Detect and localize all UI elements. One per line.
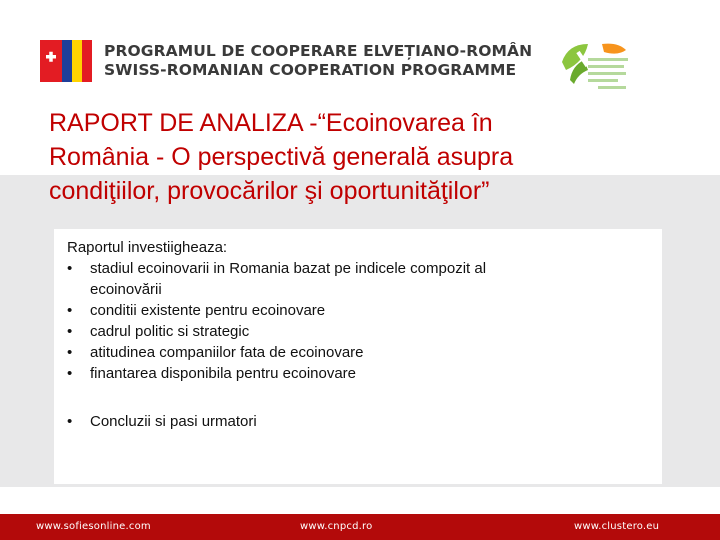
list-item <box>67 342 486 363</box>
list-item-text: finantarea disponibila pentru ecoinovare <box>90 365 357 382</box>
header <box>0 0 720 110</box>
program-title-ro: PROGRAMUL DE COOPERARE ELVEȚIANO-ROMÂN <box>104 42 533 60</box>
program-title-en: SWISS-ROMANIAN COOPERATION PROGRAMME <box>104 61 517 79</box>
program-title <box>104 42 544 80</box>
page-title-line-2: România - O perspectivă generală asupra <box>49 143 514 171</box>
bullet-icon: • <box>67 260 73 277</box>
topics-list <box>67 258 486 384</box>
page-title <box>49 106 699 208</box>
list-item-text: ecoinovării <box>90 281 162 298</box>
swiss-romanian-flag-logo-icon <box>40 40 92 82</box>
bullet-icon: • <box>67 413 73 430</box>
conclusion-list <box>67 411 257 432</box>
page-title-line-3: condiţiilor, provocărilor şi oportunităţilor” <box>49 177 490 205</box>
list-item <box>67 321 486 342</box>
page-title-line-1: RAPORT DE ANALIZA -“Ecoinovarea în <box>49 109 493 137</box>
bullet-icon: • <box>67 302 73 319</box>
list-item-text: Concluzii si pasi urmatori <box>90 413 257 430</box>
list-item <box>67 300 486 321</box>
ecoinnovation-leaf-logo-icon <box>558 40 634 92</box>
bullet-icon: • <box>67 323 73 340</box>
list-item <box>67 411 257 432</box>
list-item-continuation <box>67 279 486 300</box>
bullet-icon: • <box>67 365 73 382</box>
list-item-text: cadrul politic si strategic <box>90 323 250 340</box>
list-item-text: atitudinea companiilor fata de ecoinovare <box>90 344 364 361</box>
bullet-icon: • <box>67 344 73 361</box>
list-item-text: stadiul ecoinovarii in Romania bazat pe indicele compozit al <box>90 260 487 277</box>
footer-bar <box>0 514 720 540</box>
footer-link-sofies[interactable]: www.sofiesonline.com <box>36 521 151 532</box>
footer-link-cnpcd[interactable]: www.cnpcd.ro <box>300 521 373 532</box>
footer-link-clustero[interactable]: www.clustero.eu <box>574 521 660 532</box>
list-item <box>67 363 486 384</box>
intro-text: Raportul investiigheaza: <box>67 239 228 256</box>
list-item <box>67 258 486 279</box>
list-item-text: conditii existente pentru ecoinovare <box>90 302 326 319</box>
